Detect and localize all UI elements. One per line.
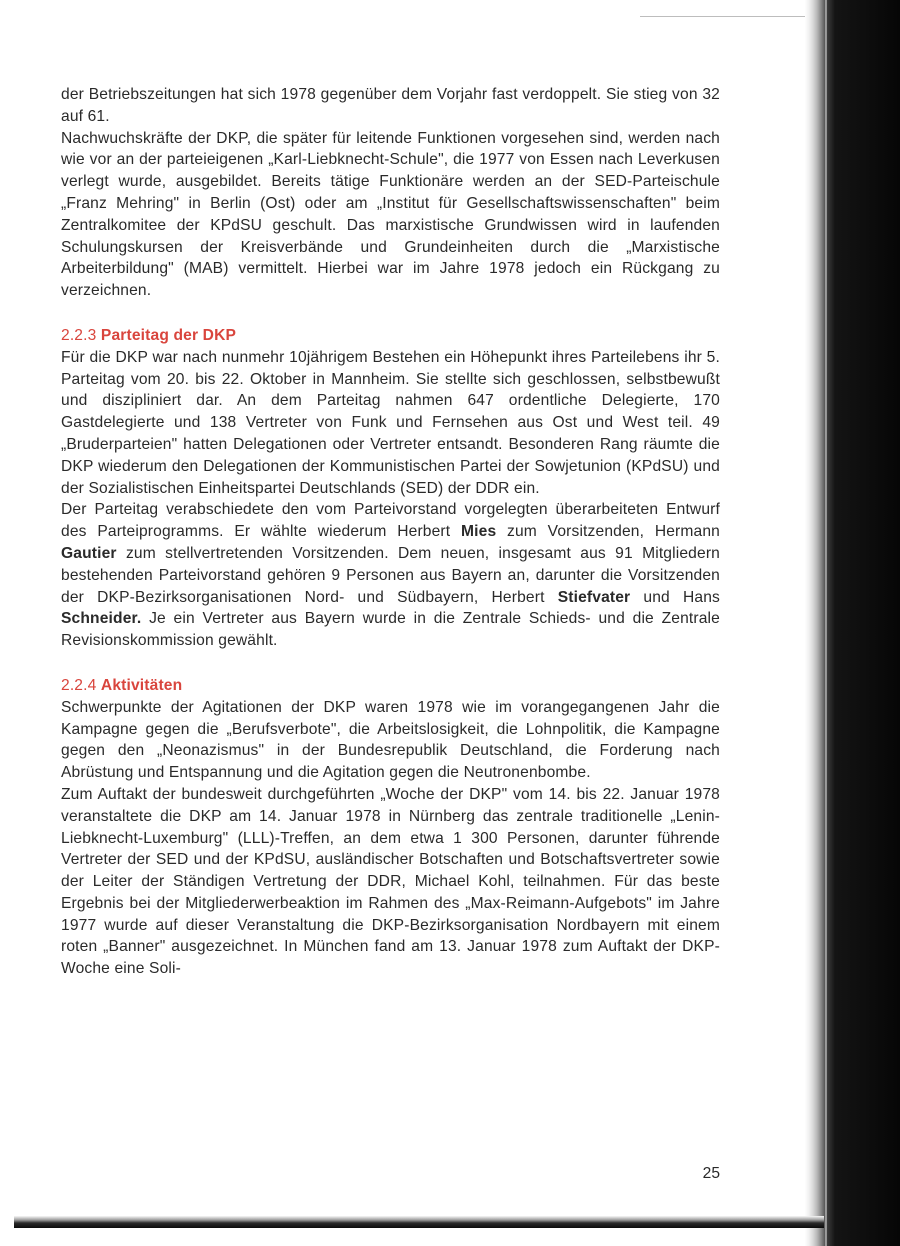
text-run: und Hans — [630, 588, 721, 606]
text-column — [61, 84, 720, 980]
paragraph-aktivitaeten-2: Zum Auftakt der bundesweit durchgeführten „Woche der DKP" vom 14. bis 22. Januar 1978 veranstaltete die DKP am 14. Januar 1978 in Nürnberg das zentrale traditionelle „Lenin-Liebknecht-Luxemburg" (LLL)-Treffen, an dem etwa 1 300 Personen, darunter führende Vertreter der SED und der KPdSU, ausländischer Botschaften und Botschaftsvertreter sowie der Leiter der Ständigen Vertretung der DDR, Michael Kohl, teilnahmen. Für das beste Ergebnis bei der Mitgliederwerbeaktion im Rahmen des „Max-Reimann-Aufgebots" im Jahre 1977 wurde auf dieser Veranstaltung die DKP-Bezirksorganisation Nordbayern mit einem roten „Banner" ausgezeichnet. In München fand am 13. Januar 1978 zum Auftakt der DKP-Woche eine Soli- — [61, 785, 720, 978]
paragraph-aktivitaeten-1: Schwerpunkte der Agitationen der DKP waren 1978 wie im vorangegangenen Jahr die Kampagne gegen die „Berufsverbote", die Arbeitslosigkeit, die Lohnpolitik, die Kampagne gegen den „Neonazismus" in der Bundesrepublik Deutschland, die Forderung nach Abrüstung und Entspannung und die Agitation gegen die Neutronenbombe. — [61, 698, 720, 782]
text-run: Der Parteitag verabschiedete den vom Parteivorstand vorgelegten überarbeiteten Entwurf des Parteiprogramms. Er wählte wiederum Herbert — [61, 501, 720, 541]
paragraph-intro-1: der Betriebszeitungen hat sich 1978 gegenüber dem Vorjahr fast verdoppelt. Sie stieg von 32 auf 61. — [61, 86, 720, 125]
page-bottom-edge — [14, 1216, 824, 1228]
paragraph-parteitag-1: Für die DKP war nach nunmehr 10jährigem Bestehen ein Höhepunkt ihres Parteilebens ihr 5. Parteitag vom 20. bis 22. Oktober in Mannheim. Sie stellte sich geschlossen, selbstbewußt und diszipliniert dar. An dem Parteitag nahmen 647 ordentliche Delegierte, 170 Gastdelegierte und 138 Vertreter von Funk und Fernsehen aus Ost und West teil. 49 „Bruderparteien" hatten Delegationen oder Vertreter entsandt. Besonderen Rang räumte die DKP wiederum den Delegationen der Kommunistischen Partei der Sowjetunion (KPdSU) und der Sozialistischen Einheitspartei Deutschlands (SED) der DDR ein. — [61, 348, 720, 497]
paragraph-parteitag-2 — [61, 499, 720, 652]
section-title: Aktivitäten — [100, 676, 183, 694]
page-number: 25 — [702, 1165, 720, 1182]
top-rule — [640, 16, 820, 17]
text-run: zum stellvertretenden Vorsitzenden. Dem neuen, insgesamt aus 91 Mitgliedern bestehenden Parteivorstand gehören 9 Personen aus Bayern an, darunter die Vorsitzenden der DKP-Bezirksorganisationen Nord- und Südbayern, Herbert — [61, 544, 720, 606]
section-number: 2.2.3 — [61, 326, 97, 344]
name-schneider: Schneider. — [61, 610, 142, 628]
section-number: 2.2.4 — [61, 676, 97, 694]
name-stiefvater: Stiefvater — [557, 588, 631, 606]
name-mies: Mies — [461, 523, 497, 541]
section-heading-2-2-3 — [61, 325, 720, 347]
book-binding-shadow — [805, 0, 900, 1246]
text-run: zum Vorsitzenden, Hermann — [496, 523, 720, 541]
section-title: Parteitag der DKP — [100, 326, 237, 344]
section-heading-2-2-4 — [61, 675, 720, 697]
paragraph-intro-2: Nachwuchskräfte der DKP, die später für leitende Funktionen vorgesehen sind, werden nach wie vor an der parteieigenen „Karl-Liebknecht-Schule", die 1977 von Essen nach Leverkusen verlegt wurde, ausgebildet. Bereits tätige Funktionäre werden an der SED-Parteischule „Franz Mehring" in Berlin (Ost) oder am „Institut für Gesellschaftswissenschaften" beim Zentralkomitee der KPdSU geschult. Das marxistische Grundwissen wird in laufenden Schulungskursen der Kreisverbände und Grundeinheiten durch die „Marxistische Arbeiterbildung" (MAB) vermittelt. Hierbei war im Jahre 1978 jedoch ein Rückgang zu verzeichnen. — [61, 129, 720, 300]
name-gautier: Gautier — [61, 544, 117, 562]
text-run: Je ein Vertreter aus Bayern wurde in die Zentrale Schieds- und die Zentrale Revisionskommission gewählt. — [61, 610, 720, 650]
